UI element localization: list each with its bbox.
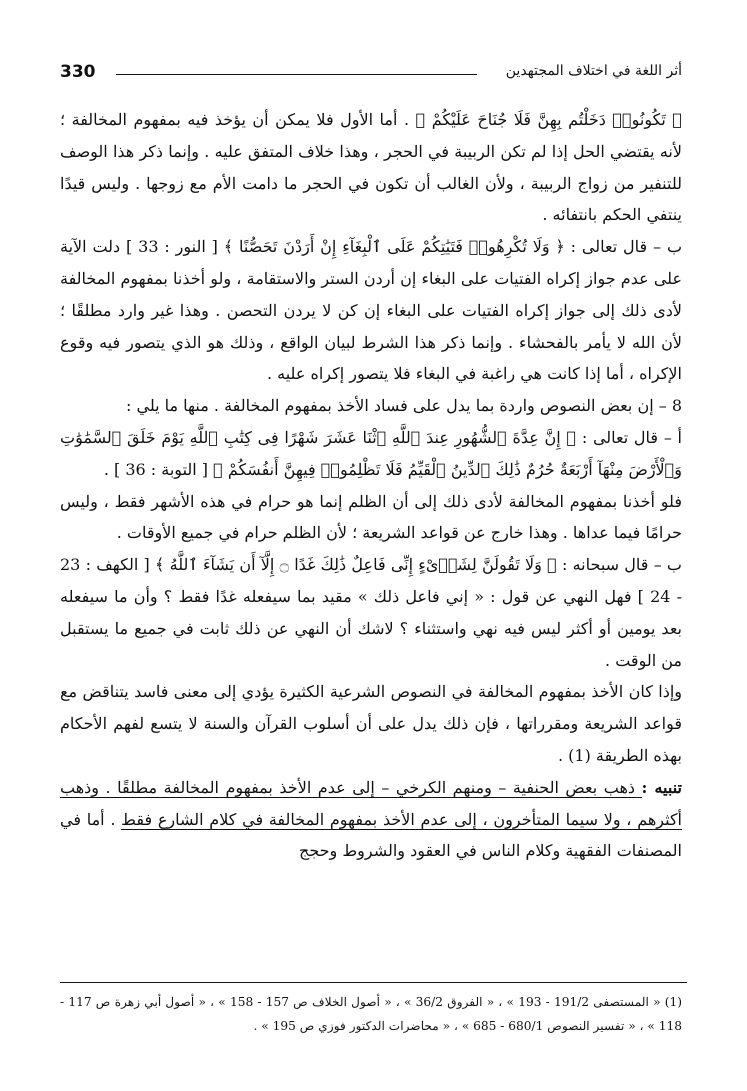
note-text: . أما في المصنفات الفقهية وكلام الناس في العقود والشروط وحجج xyxy=(60,809,682,861)
note-label: تنبيه : xyxy=(641,777,682,797)
paragraph-example-b-kahf: ب – قال سبحانه : ﴿ وَلَا تَقُولَنَّ لِشَا۟ىْءٍ إِنِّى فَاعِلٌ ذَٰلِكَ غَدًا ۝ إِلَّآ أَن يَشَآءَ ٱللَّهُ ﴾ [ الكهف : 23 - 24 ] فهل النهي عن قول : « إني فاعل ذلك » مقيد بما سيفعله غدًا فقط ؟ وأن ما سيفعله بعد يومين أو أكثر ليس فيه نهي واستثناء ؟ لاشك أن النهي عن ذلك ثابت في جميع ما يستقبل من الوقت . xyxy=(60,555,683,670)
running-title: أثر اللغة في اختلاف المجتهدين xyxy=(505,63,682,79)
footnotes xyxy=(60,990,682,1038)
footnote-separator xyxy=(60,982,687,983)
paragraph-example-b-nur: ب – قال تعالى : ﴿ وَلَا تُكْرِهُوا۟ فَتَيَٰتِكُمْ عَلَى ٱلْبِغَآءِ إِنْ أَرَدْنَ تَحَصُّنًا ﴾ [ النور : 33 ] دلت الآية على عدم جواز إكراه الفتيات على البغاء إن أردن الستر والاستقامة ، ولو أخذنا بمفهوم المخالفة لأدى ذلك إلى جواز إكراه الفتيات على البغاء إن كن لا يردن التحصن . وهذا غير وارد مطلقًا ؛ لأن الله لا يأمر بالفحشاء . وإنما ذكر هذا الشرط لبيان الواقع ، وذلك هو الذي يتصور فيه وقوع الإكراه ، أما إذا كانت هي راغبة في البغاء فلا يتصور إكراه عليه . xyxy=(60,237,683,384)
paragraph-note xyxy=(60,772,682,867)
paragraph-tawba-explanation: فلو أخذنا بمفهوم المخالفة لأدى ذلك إلى أن الظلم إنما هو حرام في هذه الأشهر فقط ، وليس حرامًا فيما عداها . وهذا خارج عن قواعد الشريعة ؛ لأن الظلم حرام في جميع الأوقات . xyxy=(60,491,682,543)
paragraph-rabiba-continuation: ﴿ تَكُونُوا۟ دَخَلْتُم بِهِنَّ فَلَا جُنَاحَ عَلَيْكُمْ ﴾ . أما الأول فلا يمكن أن يؤخذ فيه بمفهوم المخالفة ؛ لأنه يقتضي الحل إذا لم تكن الربيبة في الحجر ، وهذا خلاف المتفق عليه . وإنما ذكر هذا الوصف للتنفير من زواج الربيبة ، ولأن الغالب أن تكون في الحجر ما دامت الأم مع زوجها . وليس قيدًا ينتفي الحكم بانتفائه . xyxy=(60,110,682,225)
paragraph-conclusion: وإذا كان الأخذ بمفهوم المخالفة في النصوص الشرعية الكثيرة يؤدي إلى معنى فاسد يتناقض مع قواعد الشريعة ومقرراتها ، فإن ذلك يدل على أن أسلوب القرآن والسنة لا يتسع لفهم الأحكام بهذه الطريقة (1) . xyxy=(60,682,682,765)
paragraph-example-a-tawba: أ – قال تعالى : ﴿ إِنَّ عِدَّةَ ٱلشُّهُورِ عِندَ ٱللَّهِ ٱثْنَا عَشَرَ شَهْرًا فِى كِتَٰبِ ٱللَّهِ يَوْمَ خَلَقَ ٱلسَّمَٰوَٰتِ وَٱلْأَرْضَ مِنْهَآ أَرْبَعَةٌ حُرُمٌ ذَٰلِكَ ٱلدِّينُ ٱلْقَيِّمُ فَلَا تَظْلِمُوا۟ فِيهِنَّ أَنفُسَكُمْ ﴾ [ التوبة : 36 ] . xyxy=(60,427,682,479)
header-rule xyxy=(116,74,477,75)
footnote-1: (1) « المستصفى 191/2 - 193 » ، « الفروق 36/2 » ، « أصول الخلاف ص 157 - 158 » ، « أصول أبي زهرة ص 117 - 118 » ، « تفسير النصوص 680/1 - 685 » ، « محاضرات الدكتور فوزي ص 195 » . xyxy=(60,995,682,1033)
page-number: 330 xyxy=(60,62,96,82)
paragraph-point-8: 8 – إن بعض النصوص واردة بما يدل على فساد الأخذ بمفهوم المخالفة . منها ما يلي : xyxy=(126,396,682,416)
note-underlined-text: ذهب بعض الحنفية – ومنهم الكرخي – إلى عدم الأخذ بمفهوم المخالفة مطلقًا . وذهب أكثرهم ، ولا سيما المتأخرون ، إلى عدم الأخذ بمفهوم المخالفة في كلام الشارع فقط xyxy=(60,777,683,829)
body-text xyxy=(60,104,682,867)
page-header xyxy=(60,62,682,88)
